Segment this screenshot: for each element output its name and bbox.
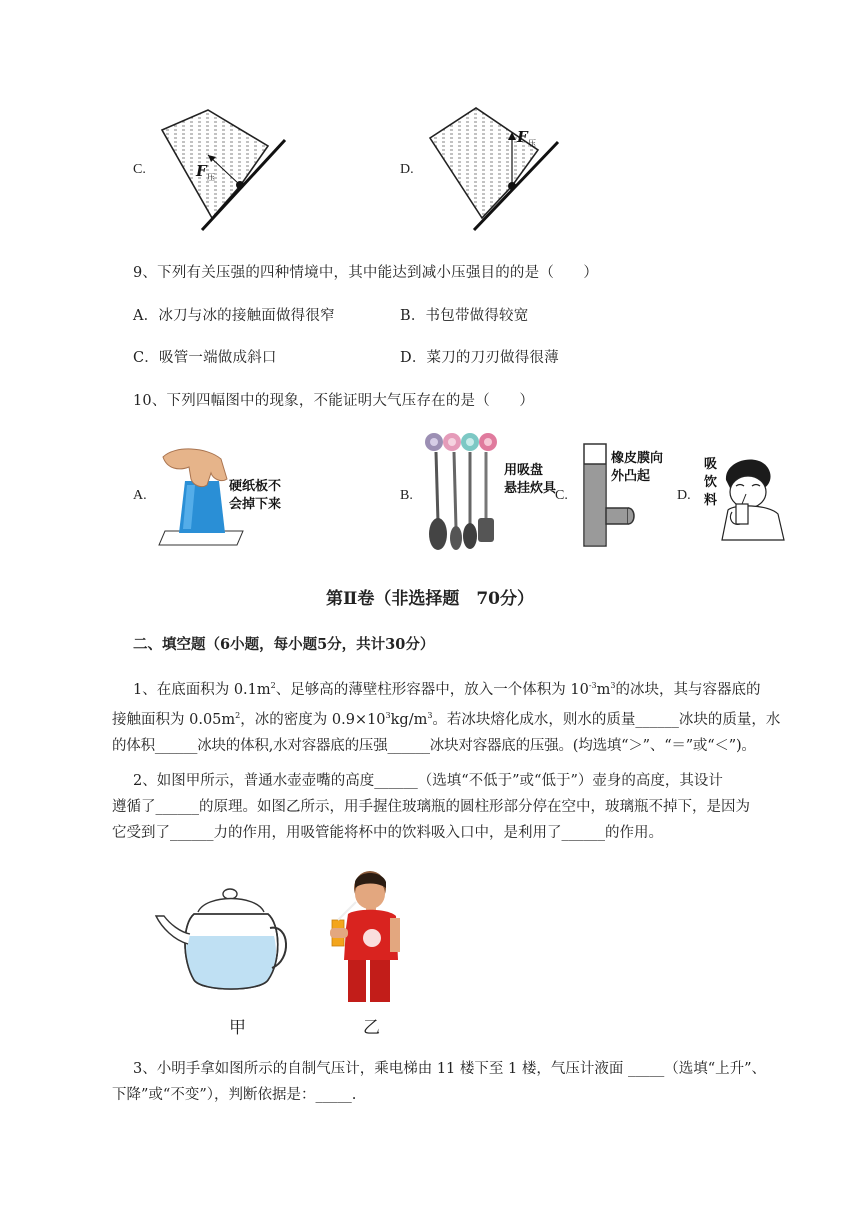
q8-option-d-letter: D. (400, 162, 414, 177)
container-d (430, 108, 538, 218)
q8-diagram-c (150, 100, 295, 240)
q10-drinking-boy-image (718, 452, 788, 542)
q9-option-c: C．吸管一端做成斜口 (133, 350, 277, 366)
hand-shape (163, 449, 227, 487)
fill-q2-line2: 遵循了______的原理。如图乙所示，用手握住玻璃瓶的圆柱形部分停在空中，玻璃瓶不掉下，是因为 (112, 799, 750, 815)
q9-stem: 9、下列有关压强的四种情境中，其中能达到减小压强目的的是（ ） (133, 265, 599, 281)
q10-b-caption: 用吸盘 悬挂炊具 (504, 463, 557, 496)
fill-q2-line1: 2、如图甲所示，普通水壶壶嘴的高度______（选填“不低于”或“低于”）壶身的高度，其设计 (133, 773, 723, 789)
fill-q1-line3: 的体积______冰块的体积,水对容器底的压强______冰块对容器底的压强。(均选填“＞”、“＝”或“＜”)。 (112, 737, 756, 754)
part2-title: 第Ⅱ卷（非选择题 70分） (326, 589, 534, 609)
boy-drinking-image (326, 868, 402, 1008)
q10-d-caption: 吸 饮 料 (704, 457, 718, 508)
fill-q3 (112, 1056, 809, 1108)
q10-option-d-letter: D. (677, 488, 691, 503)
svg-text:F: F (517, 128, 528, 146)
container-c (162, 110, 268, 218)
fill-q3-line2: 下降”或“不变”），判断依据是：_____. (112, 1087, 357, 1103)
q8-diagram-d (418, 100, 563, 240)
q10-option-c-letter: C. (555, 488, 568, 503)
q10-suction-hooks-image (420, 430, 502, 556)
fill-q1 (112, 673, 809, 759)
fill-q1-line1: 1、在底面积为 $0.1m^2$、足够高的薄壁柱形容器中，放入一个体积为 $10^{-3}m^3$的冰块，其与容器底的 (133, 681, 761, 698)
fill-q1-line2: 接触面积为 $0.05m^2$，冰的密度为 $0.9\times 10^3kg/m^3$。若冰块熔化成水，则水的质量______冰块的质量，水 (112, 710, 781, 728)
fill-section-heading: 二、填空题（6小题，每小题5分，共计30分） (133, 636, 435, 653)
svg-text:压: 压 (207, 173, 215, 182)
fill-q3-line1: 3、小明手拿如图所示的自制气压计，乘电梯由 11 楼下至 1 楼，气压计液面 _____（选填“上升”、 (133, 1061, 767, 1077)
kettle-water (186, 936, 276, 989)
svg-text:压: 压 (528, 139, 536, 148)
q9-option-d: D．菜刀的刀刃做得很薄 (400, 350, 559, 366)
caption-jia: 甲 (229, 1018, 246, 1038)
q10-option-a-letter: A. (133, 488, 147, 503)
q10-option-b-letter: B. (400, 488, 413, 503)
q10-a-caption: 硬纸板不 会掉下来 (229, 479, 282, 512)
caption-yi: 乙 (363, 1018, 380, 1038)
fill-q2 (112, 768, 809, 846)
fill-q2-line3: 它受到了______力的作用，用吸管能将杯中的饮料吸入口中，是利用了______的作用。 (112, 825, 663, 841)
svg-text:F: F (196, 162, 207, 180)
q9-option-a: A．冰刀与冰的接触面做得很窄 (133, 308, 335, 324)
kettle-image (152, 884, 290, 996)
q9-option-b: B．书包带做得较宽 (400, 308, 529, 324)
q8-option-c-letter: C. (133, 162, 146, 177)
q10-c-caption: 橡皮膜向 外凸起 (611, 451, 664, 484)
q10-stem: 10、下列四幅图中的现象，不能证明大气压存在的是（ ） (133, 393, 535, 409)
